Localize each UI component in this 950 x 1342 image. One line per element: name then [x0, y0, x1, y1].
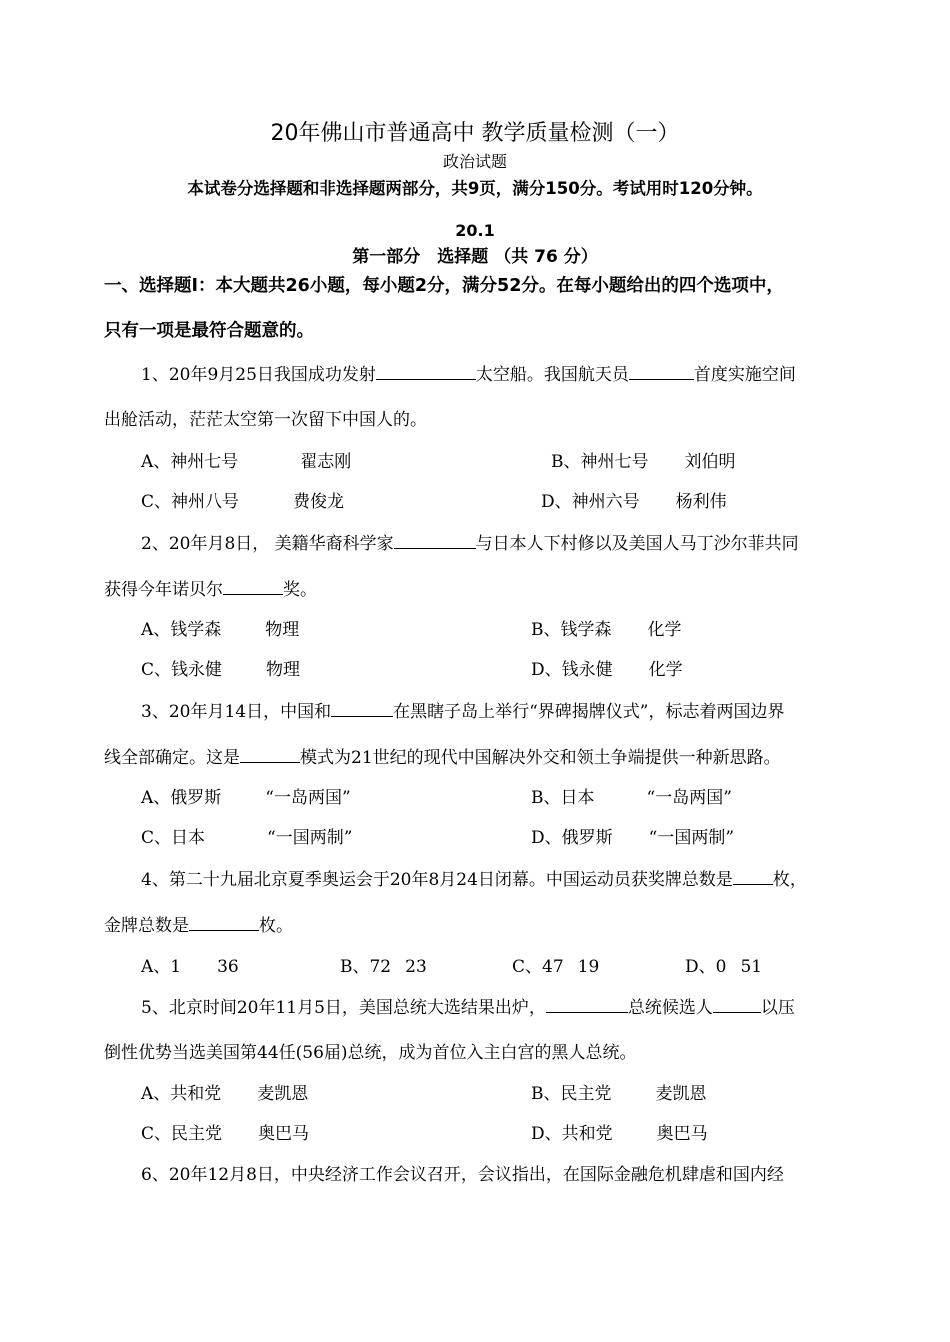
question-4-line-1: 4、第二十九届北京夏季奥运会于20年8月24日闭幕。中国运动员获奖牌总数是 枚， — [141, 870, 807, 890]
question-text: 首度实施空间 — [693, 365, 796, 385]
answer-blank — [223, 578, 283, 595]
question-1-option-a: A、神州七号 翟志刚 — [141, 452, 352, 472]
question-4-line-2: 金牌总数是 枚。 — [104, 916, 293, 936]
question-4-option-a: A、1 36 — [141, 957, 239, 977]
question-text: 与日本人下村修以及美国人马丁沙尔菲共同 — [475, 534, 799, 554]
question-4-option-b: B、72 23 — [340, 957, 427, 977]
answer-blank — [546, 996, 628, 1013]
question-3-option-d: D、俄罗斯 “一国两制” — [531, 828, 735, 848]
question-5-option-c: C、民主党 奥巴马 — [141, 1124, 310, 1144]
answer-blank — [733, 868, 773, 885]
answer-blank — [713, 996, 761, 1013]
question-2-option-d: D、钱永健 化学 — [531, 660, 683, 680]
exam-date: 20.1 — [455, 221, 495, 240]
question-5-line-2: 倒性优势当选美国第44任(56届)总统，成为首位入主白宫的黑人总统。 — [104, 1043, 637, 1063]
question-5-line-1: 5、北京时间20年11月5日，美国总统大选结果出炉， 总统候选人 以压 — [141, 998, 795, 1018]
answer-blank — [331, 700, 393, 717]
question-3-option-c: C、日本 “一国两制” — [141, 828, 353, 848]
question-5-option-a: A、共和党 麦凯恩 — [141, 1084, 309, 1104]
question-3-line-2: 线全部确定。这是 模式为21世纪的现代中国解决外交和领土争端提供一种新思路。 — [104, 748, 781, 768]
question-text: 太空船。我国航天员 — [475, 365, 629, 385]
question-3-line-1: 3、20年月14日，中国和 在黑瞎子岛上举行“界碑揭牌仪式”，标志着两国边界 — [141, 702, 785, 722]
question-1-line-1 — [141, 363, 796, 386]
exam-title: 20年佛山市普通高中 教学质量检测（一） — [270, 121, 680, 146]
question-4-option-d: D、0 51 — [685, 957, 763, 977]
question-text: 2、20年月8日， 美籍华裔科学家 — [141, 534, 394, 554]
answer-blank — [376, 363, 476, 380]
question-4-option-c: C、47 19 — [512, 957, 600, 977]
question-2-option-a: A、钱学森 物理 — [141, 620, 300, 640]
answer-blank — [240, 746, 300, 763]
exam-instructions: 本试卷分选择题和非选择题两部分，共9页，满分150分。考试用时120分钟。 — [187, 179, 763, 198]
question-3-option-b: B、日本 “一岛两国” — [531, 788, 732, 808]
part-heading: 第一部分 选择题 （共 76 分） — [352, 247, 598, 267]
question-text: 1、20年9月25日我国成功发射 — [141, 365, 376, 385]
question-2-line-2: 获得今年诺贝尔 奖。 — [104, 580, 317, 600]
question-1-option-d: D、神州六号 杨利伟 — [541, 492, 727, 512]
question-2-option-b: B、钱学森 化学 — [531, 620, 682, 640]
answer-blank — [394, 532, 476, 549]
question-1-option-b: B、神州七号 刘伯明 — [551, 452, 736, 472]
question-6-line-1: 6、20年12月8日，中央经济工作会议召开，会议指出，在国际金融危机肆虐和国内经 — [141, 1165, 784, 1185]
question-5-option-d: D、共和党 奥巴马 — [531, 1124, 708, 1144]
question-2-option-c: C、钱永健 物理 — [141, 660, 301, 680]
question-3-option-a: A、俄罗斯 “一岛两国” — [141, 788, 351, 808]
question-5-option-b: B、民主党 麦凯恩 — [531, 1084, 707, 1104]
exam-subject: 政治试题 — [442, 152, 507, 171]
question-1-option-c: C、神州八号 费俊龙 — [141, 492, 345, 512]
answer-blank — [189, 914, 259, 931]
question-2-line-1 — [141, 532, 799, 555]
section-instruction-line-2: 只有一项是最符合题意的。 — [104, 321, 314, 341]
answer-blank — [629, 363, 694, 380]
question-1-line-2: 出舱活动，茫茫太空第一次留下中国人的。 — [104, 410, 427, 430]
section-instruction-line-1: 一、选择题Ⅰ：本大题共26小题，每小题2分，满分52分。在每小题给出的四个选项中， — [104, 276, 784, 296]
